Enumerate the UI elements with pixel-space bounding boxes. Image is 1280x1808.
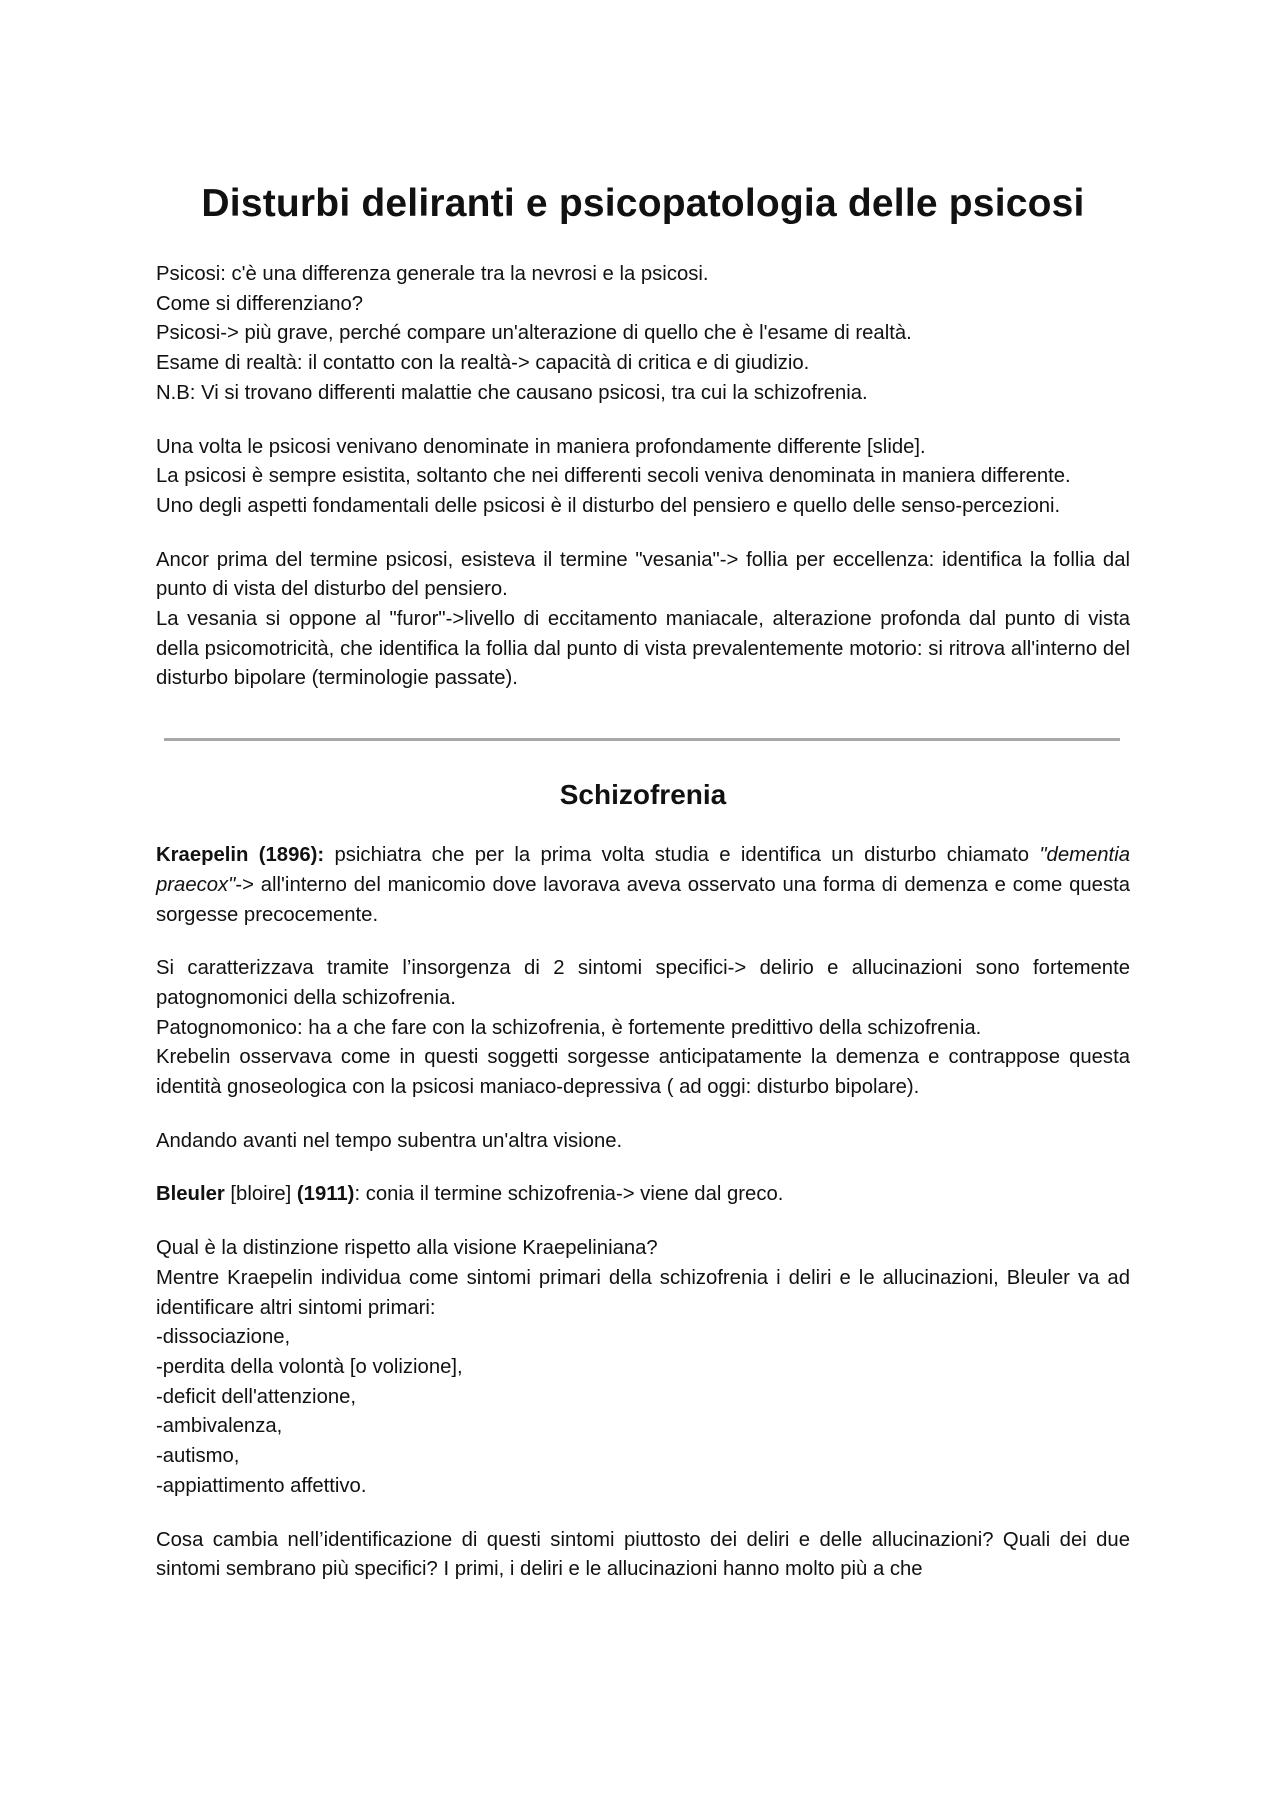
paragraph: Krebelin osservava come in questi soggetti sorgesse anticipatamente la demenza e contrappose questa identità gnoseologica con la psicosi maniaco-depressiva ( ad oggi: disturbo bipolare). [156,1046,1130,1099]
list-item: -perdita della volontà [o volizione], [156,1355,463,1378]
history-block [156,433,1130,522]
symptom-list [156,1323,1130,1501]
list-item: -appiattimento affettivo. [156,1474,367,1497]
kraepelin-paragraph [156,841,1130,930]
paragraph: Uno degli aspetti fondamentali delle psicosi è il disturbo del pensiero e quello delle senso-percezioni. [156,494,1061,517]
intro-line: Psicosi: c'è una differenza generale tra la nevrosi e la psicosi. [156,263,709,285]
distinction-block [156,1234,1130,1501]
paragraph: Patognomonico: ha a che fare con la schizofrenia, è fortemente predittivo della schizofrenia. [156,1016,982,1039]
document-page [156,176,1130,1585]
bleuler-paragraph [156,1180,1130,1210]
paragraph: Andando avanti nel tempo subentra un'altra visione. [156,1129,623,1152]
symptoms-block [156,954,1130,1103]
kraepelin-text: psichiatra che per la prima volta studia e identifica un disturbo chiamato [324,844,1040,867]
intro-line: Come si differenziano? [156,292,364,315]
dementia-praecox-term: "dementia praecox" [156,844,1130,896]
bleuler-label: Bleuler [156,1183,225,1206]
paragraph: La psicosi è sempre esistita, soltanto che nei differenti secoli veniva denominata in maniera differente. [156,465,1071,488]
closing-paragraph: Cosa cambia nell’identificazione di questi sintomi piuttosto dei deliri e delle allucinazioni? Quali dei due sintomi sembrano più specifici? I primi, i deliri e le allucinazioni hanno molto più a che [156,1528,1130,1581]
list-item: -ambivalenza, [156,1415,283,1438]
paragraph: Mentre Kraepelin individua come sintomi primari della schizofrenia i deliri e le allucinazioni, Bleuler va ad identificare altri sintomi primari: [156,1266,1130,1319]
section-heading: Schizofrenia [559,779,727,811]
intro-line: N.B: Vi si trovano differenti malattie che causano psicosi, tra cui la schizofrenia. [156,381,868,404]
question: Qual è la distinzione rispetto alla visione Kraepeliniana? [156,1237,658,1260]
horizontal-divider [164,738,1120,741]
intro-line: Esame di realtà: il contatto con la realtà-> capacità di critica e di giudizio. [156,352,810,375]
intro-line: Psicosi-> più grave, perché compare un'alterazione di quello che è l'esame di realtà. [156,322,912,345]
list-item: -deficit dell'attenzione, [156,1385,357,1408]
list-item: -dissociazione, [156,1326,291,1349]
paragraph: Si caratterizzava tramite l’insorgenza di 2 sintomi specifici-> delirio e allucinazioni sono fortemente patognomonici della schizofrenia. [156,957,1130,1009]
kraepelin-text-cont: -> all'interno del manicomio dove lavorava aveva osservato una forma di demenza e come questa sorgesse precocemente. [156,873,1130,926]
vesania-block [156,546,1130,695]
paragraph: La vesania si oppone al "furor"->livello di eccitamento maniacale, alterazione profonda dal punto di vista della psicomotricità, che identifica la follia dal punto di vista prevalentemente motorio: si ritrova all'interno del disturbo bipolare (terminologie passate). [156,608,1130,690]
list-item: -autismo, [156,1445,240,1468]
paragraph: Una volta le psicosi venivano denominate in maniera profondamente differente [slide]. [156,435,926,458]
paragraph: Ancor prima del termine psicosi, esisteva il termine "vesania"-> follia per eccellenza: identifica la follia dal punto di vista del disturbo del pensiero. [156,548,1130,601]
document-title: Disturbi deliranti e psicopatologia delle psicosi [201,182,1085,225]
bleuler-text: : conia il termine schizofrenia-> viene dal greco. [354,1183,784,1206]
kraepelin-label: Kraepelin (1896): [156,844,325,867]
intro-block [156,260,1130,409]
bleuler-pronunciation: [bloire] [224,1183,297,1206]
bleuler-year: (1911) [296,1183,355,1206]
